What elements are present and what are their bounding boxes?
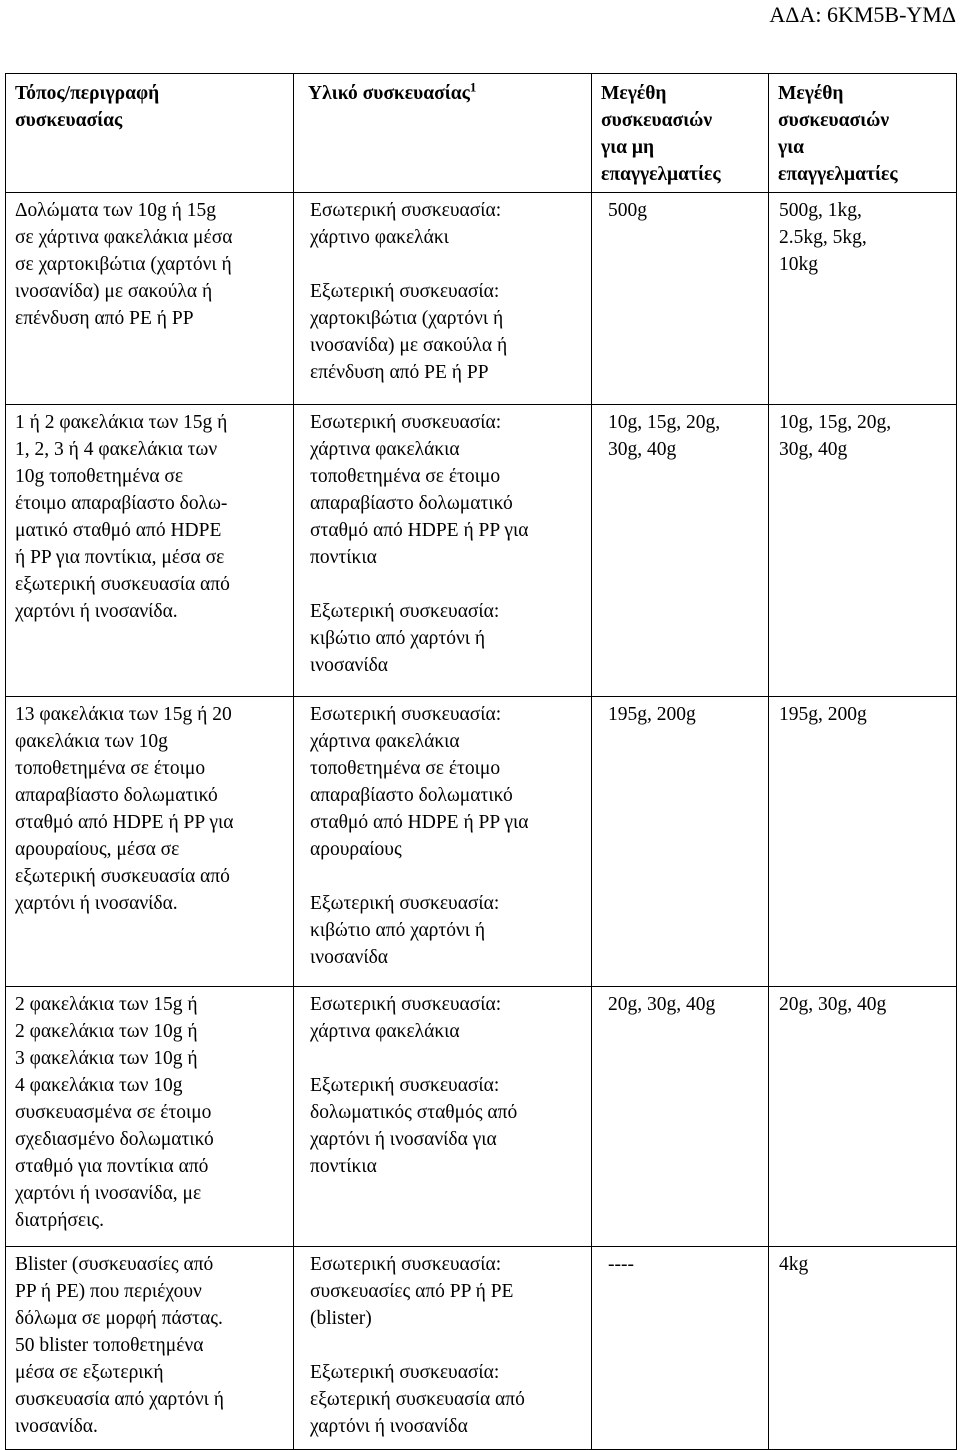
table-row [6,1247,957,1450]
table-row [6,697,957,987]
row-material [294,987,592,1247]
row-material [294,1247,592,1450]
outer-packaging: Εξωτερική συσκευασία: χαρτοκιβώτια (χαρτόνι ή ινοσανίδα) με σακούλα ή επένδυση από PE ή PP [310,281,508,383]
row-non-professional-sizes: 10g, 15g, 20g, 30g, 40g [592,405,769,697]
row-non-professional-sizes: 500g [592,193,769,405]
inner-packaging: Εσωτερική συσκευασία: συσκευασίες από PP ή PE (blister) [310,1254,514,1329]
outer-packaging: Εξωτερική συσκευασία: εξωτερική συσκευασία από χαρτόνι ή ινοσανίδα [310,1362,525,1437]
footnote-marker: 1 [469,79,477,95]
row-non-professional-sizes: 195g, 200g [592,697,769,987]
outer-packaging: Εξωτερική συσκευασία: κιβώτιο από χαρτόνι ή ινοσανίδα [310,893,500,968]
row-professional-sizes: 4kg [769,1247,957,1450]
row-description: Δολώματα των 10g ή 15g σε χάρτινα φακελάκια μέσα σε χαρτοκιβώτια (χαρτόνι ή ινοσανίδα) με σακούλα ή επένδυση από PE ή PP [6,193,294,405]
outer-packaging: Εξωτερική συσκευασία: δολωματικός σταθμός από χαρτόνι ή ινοσανίδα για ποντίκια [310,1075,518,1177]
row-material [294,405,592,697]
row-non-professional-sizes: ---- [592,1247,769,1450]
table-row [6,193,957,405]
row-material [294,697,592,987]
row-description: Blister (συσκευασίες από PP ή PE) που περιέχουν δόλωμα σε μορφή πάστας. 50 blister τοποθετημένα μέσα σε εξωτερική συσκευασία από χαρτόνι ή ινοσανίδα. [6,1247,294,1450]
header-professional: Μεγέθη συσκευασιών για επαγγελματίες [769,74,957,193]
outer-packaging: Εξωτερική συσκευασία: κιβώτιο από χαρτόνι ή ινοσανίδα [310,601,500,676]
packaging-table [5,73,957,1450]
inner-packaging: Εσωτερική συσκευασία: χάρτινο φακελάκι [310,200,502,248]
row-description: 13 φακελάκια των 15g ή 20 φακελάκια των 10g τοποθετημένα σε έτοιμο απαραβίαστο δολωματικό σταθμό από HDPE ή PP για αρουραίους, μέσα σε εξωτερική συσκευασία από χαρτόνι ή ινοσανίδα. [6,697,294,987]
row-non-professional-sizes: 20g, 30g, 40g [592,987,769,1247]
row-professional-sizes: 20g, 30g, 40g [769,987,957,1247]
row-description: 2 φακελάκια των 15g ή 2 φακελάκια των 10g ή 3 φακελάκια των 10g ή 4 φακελάκια των 10g συσκευασμένα σε έτοιμο σχεδιασμένο δολωματικό σταθμό για ποντίκια από χαρτόνι ή ινοσανίδα, με διατρήσεις. [6,987,294,1247]
row-professional-sizes: 500g, 1kg, 2.5kg, 5kg, 10kg [769,193,957,405]
header-material-label: Υλικό συσκευασίας [308,83,470,104]
header-location: Τόπος/περιγραφή συσκευασίας [6,74,294,193]
inner-packaging: Εσωτερική συσκευασία: χάρτινα φακελάκια [310,994,502,1042]
row-description: 1 ή 2 φακελάκια των 15g ή 1, 2, 3 ή 4 φακελάκια των 10g τοποθετημένα σε έτοιμο απαραβίαστο δολω- ματικό σταθμό από HDPE ή PP για ποντίκια, μέσα σε εξωτερική συσκευασία από χαρτόνι ή ινοσανίδα. [6,405,294,697]
row-material [294,193,592,405]
table-header-row [6,74,957,193]
inner-packaging: Εσωτερική συσκευασία: χάρτινα φακελάκια τοποθετημένα σε έτοιμο απαραβίαστο δολωματικό σταθμό από HDPE ή PP για ποντίκια [310,412,529,568]
header-material [294,74,592,193]
row-professional-sizes: 195g, 200g [769,697,957,987]
table-row [6,987,957,1247]
inner-packaging: Εσωτερική συσκευασία: χάρτινα φακελάκια τοποθετημένα σε έτοιμο απαραβίαστο δολωματικό σταθμό από HDPE ή PP για αρουραίους [310,704,529,860]
header-non-professional: Μεγέθη συσκευασιών για μη επαγγελματίες [592,74,769,193]
row-professional-sizes: 10g, 15g, 20g, 30g, 40g [769,405,957,697]
table-row [6,405,957,697]
ada-code: ΑΔΑ: 6ΚΜ5Β-ΥΜΔ [769,2,956,27]
